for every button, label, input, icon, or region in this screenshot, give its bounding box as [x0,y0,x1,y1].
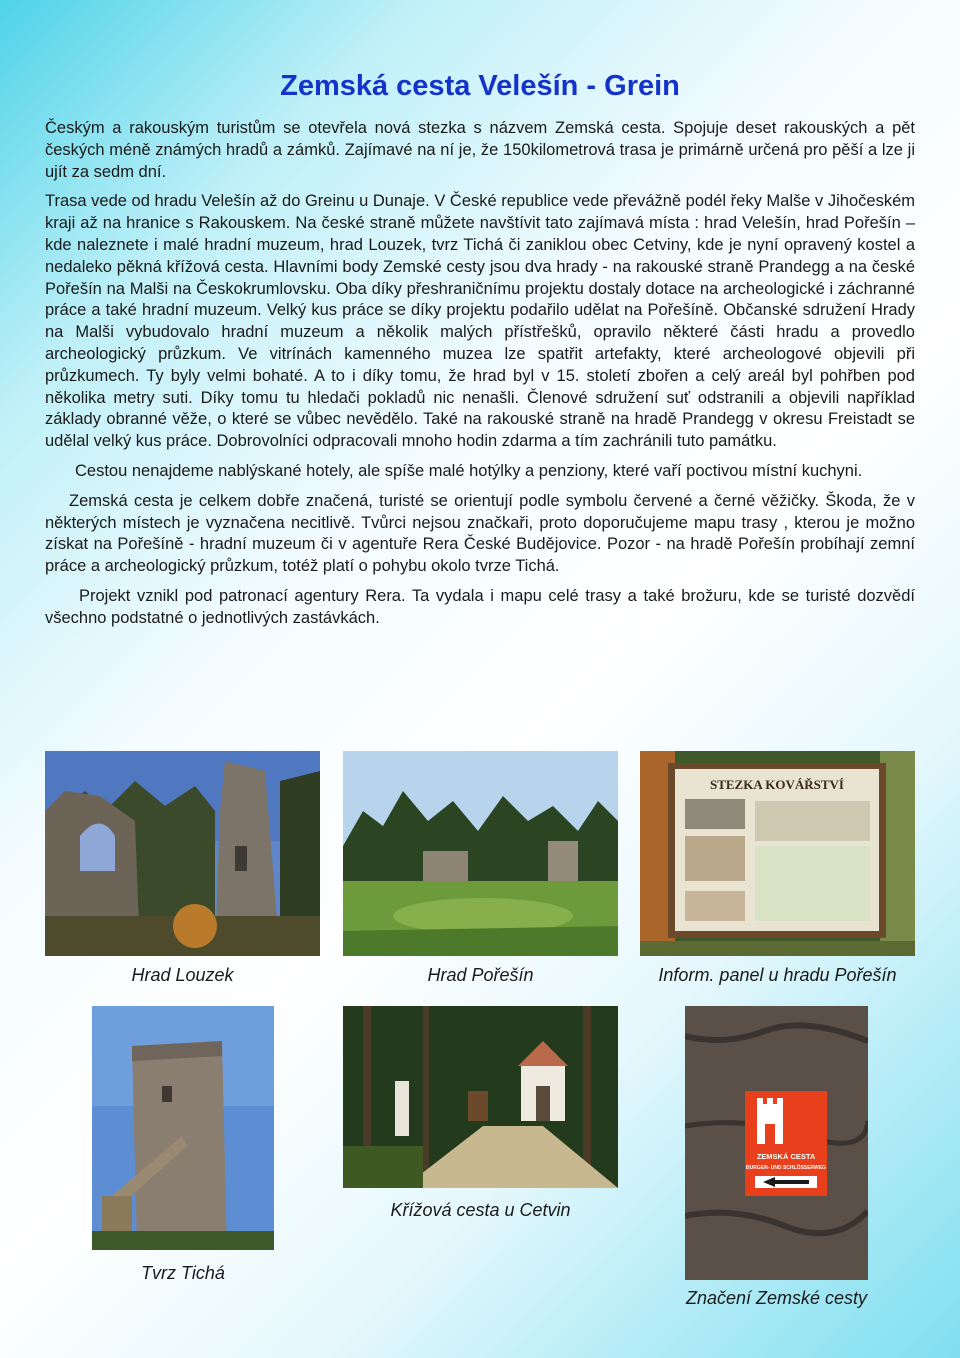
caption-info-panel: Inform. panel u hradu Pořešín [658,965,897,985]
paragraph: Zemská cesta je celkem dobře značená, turisté se orientují podle symbolu červené a černé věžičky. Škoda, že v některých místech je vyznačena necitlivě. Tvůrci nejsou značkaři, proto doporučujeme mapu trasy , kterou je možno získat na Pořešíně - hradní muzeum či v agentuře Rera České Budějovice. Pozor - na hradě Pořešín probíhají zemní práce a archeologický průzkum, totéž platí o pohybu okolo tvrze Tichá. [45,491,915,576]
marker-line1: ZEMSKÁ CESTA [756,1152,816,1161]
photo-info-panel [640,751,915,956]
page-title: Zemská cesta Velešín - Grein [280,70,680,102]
caption-tvrz-ticha: Tvrz Tichá [141,1263,225,1283]
caption-znaceni: Značení Zemské cesty [685,1288,868,1308]
caption-hrad-poresin: Hrad Pořešín [427,965,534,985]
photo-tvrz-ticha [92,1006,274,1250]
photo-znaceni [685,1006,868,1280]
paragraph: Cestou nenajdeme nablýskané hotely, ale spíše malé hotýlky a penziony, které vaří poctivou místní kuchyni. [75,461,863,480]
marker-line2: BURGEN- UND SCHLÖSSERWEG [746,1165,826,1171]
caption-krizova-cesta: Křížová cesta u Cetvin [390,1200,571,1220]
panel-heading: STEZKA KOVÁŘSTVÍ [709,777,845,792]
paragraph: Projekt vznikl pod patronací agentury Rera. Ta vydala i mapu celé trasy a také brožuru, kde se turisté dozvědí všechno podstatné o jednotlivých zastávkách. [45,586,915,627]
article-body [45,118,915,638]
photo-krizova-cesta [343,1006,618,1188]
paragraph: Trasa vede od hradu Velešín až do Greinu u Dunaje. V České republice vede převážně podél řeky Malše v Jihočeském kraji až na hranice s Rakouskem. Na české straně můžete navštívit tato zajímavá místa : hrad Velešín, hrad Pořešín – kde naleznete i malé hradní muzeum, hrad Louzek, tvrz Tichá či zaniklou obec Cetviny, kde je nyní opravený kostel a nedaleko pěkná křížová cesta. Hlavními body Zemské cesty jsou dva hrady - na rakouské straně Prandegg a na české Pořešín na Malši na Českokrumlovsku. Oba díky přeshraničnímu projektu dostaly dotace na archeologické i záchranné práce a také hradní muzeum. Velký kus práce se díky projektu podařilo udělat na Pořešíně. Občanské sdružení Hrady na Malši vybudovalo hradní muzeum a několik malých přístřešků, opravilo některé části hradu a provedlo archeologický průzkum. Ve vitrínách kamenného muzea lze spatřit artefakty, které archeologové objevili při průzkumech. Ty byly velmi bohaté. A to i díky tomu, že hrad byl v 15. století zbořen a celý areál byl pohřben pod několika metry suti. Díky tomu tu hledači pokladů nic nenašli. Členové sdružení suť odstranili a objevili například základy obranné věže, o které se vůbec nevědělo. Také na rakouské straně na hradě Prandegg v okresu Freistadt se udělal velký kus práce. Dobrovolníci odpracovali mnoho hodin zdarma a tím zachránili tuto památku. [45,192,915,451]
photo-hrad-poresin [343,751,618,956]
caption-hrad-louzek: Hrad Louzek [131,965,234,985]
paragraph: Českým a rakouským turistům se otevřela nová stezka s názvem Zemská cesta. Spojuje deset rakouských a pět českých méně známých hradů a zámků. Zajímavé na ní je, že 150kilometrová trasa je primárně určená pro pěší a lze ji ujít za sedm dní. [45,119,915,181]
photo-hrad-louzek [45,751,320,956]
